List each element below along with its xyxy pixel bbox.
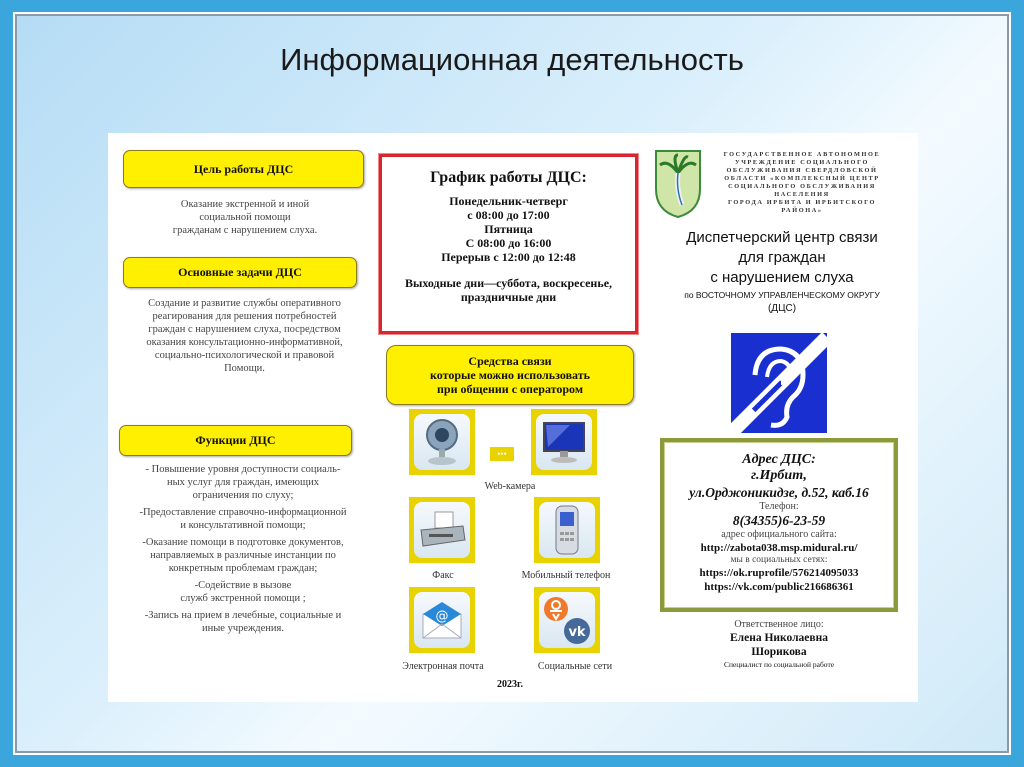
functions-list	[112, 463, 374, 639]
line: РАЙОНА»	[781, 207, 823, 214]
address-city: г.Ирбит,	[751, 468, 807, 483]
line: УЧРЕЖДЕНИЕ СОЦИАЛЬНОГО	[734, 159, 869, 166]
function-item: -Предоставление справочно-информационной и консультативной помощи;	[139, 507, 347, 531]
line: Перерыв с 12:00 до 12:48	[441, 250, 576, 264]
schedule-title: График работы ДЦС:	[430, 169, 587, 186]
line: социально-психологической и правовой	[154, 350, 335, 361]
monitor-icon	[531, 409, 597, 475]
line: Понедельник-четверг	[449, 194, 568, 208]
center-abbr: (ДЦС)	[767, 303, 797, 314]
site-link[interactable]: http://zabota038.msp.midural.ru/	[700, 542, 858, 554]
center-subtitle: по ВОСТОЧНОМУ УПРАВЛЕНЧЕСКОМУ ОКРУГУ	[684, 290, 880, 300]
svg-text:@: @	[435, 609, 449, 624]
mobile-label: Мобильный телефон	[521, 570, 611, 581]
line: Пятница	[484, 222, 533, 236]
line: при общении с оператором	[437, 382, 583, 396]
line: НАСЕЛЕНИЯ	[774, 191, 830, 198]
line: С 08:00 до 16:00	[465, 236, 552, 250]
vk-link[interactable]: https://vk.com/public216686361	[704, 581, 854, 593]
webcam-label: Web-камера	[484, 481, 536, 492]
goal-header: Цель работы ДЦС	[123, 150, 364, 188]
phone-number: 8(34355)6-23-59	[732, 513, 826, 528]
line: ОБЛАСТИ «КОМПЛЕКСНЫЙ ЦЕНТР	[724, 175, 880, 182]
phone-label: Телефон:	[759, 501, 799, 512]
fax-label: Факс	[432, 570, 454, 581]
center-title	[662, 228, 902, 316]
line: оказания консультационно-информативной,	[146, 337, 343, 348]
line: праздничные дни	[460, 290, 557, 304]
address-title: Адрес ДЦС:	[742, 452, 816, 467]
organization-emblem	[654, 149, 702, 219]
function-item: -Запись на прием в лечебные, социальные и иные учреждения.	[144, 610, 342, 634]
slide-title: Информационная деятельность	[280, 42, 744, 77]
address-box	[660, 438, 898, 612]
line: ГОСУДАРСТВЕННОЕ АВТОНОМНОЕ	[723, 151, 881, 158]
line: ГОРОДА ИРБИТА И ИРБИТСКОГО	[727, 199, 877, 206]
line: СОЦИАЛЬНОГО ОБСЛУЖИВАНИЯ	[728, 183, 876, 190]
webcam-icon	[409, 409, 475, 475]
line: реагирования для решения потребностей	[152, 311, 337, 322]
means-header	[386, 345, 634, 405]
mobile-phone-icon	[534, 497, 600, 563]
social-label: Социальные сети	[537, 661, 613, 672]
line: с нарушением слуха	[710, 269, 854, 286]
dots-connector: •••	[490, 447, 514, 461]
line: Средства связи	[468, 354, 552, 368]
site-label: адрес официального сайта:	[721, 529, 837, 540]
function-item: -Содействие в вызове служб экстренной помощи ;	[180, 580, 306, 604]
social-networks-icon	[534, 587, 600, 653]
line: ОБСЛУЖИВАНИЯ СВЕРДЛОВСКОЙ	[726, 167, 878, 174]
contact-surname: Шорикова	[751, 646, 807, 658]
line: граждан с нарушением слуха, посредством	[148, 324, 341, 335]
email-icon	[409, 587, 475, 653]
contact-name: Елена Николаевна	[729, 632, 828, 644]
tasks-header: Основные задачи ДЦС	[123, 257, 357, 288]
line: Оказание экстренной и иной	[180, 199, 310, 210]
line: Создание и развитие службы оперативного	[148, 298, 341, 309]
hearing-impaired-sign-icon	[731, 333, 827, 433]
line: Помощи.	[224, 363, 265, 374]
email-label: Электронная почта	[402, 661, 484, 672]
function-item: - Повышение уровня доступности социаль- ных услуг для граждан, имеющих ограничения по слуху;	[145, 464, 341, 501]
address-street: ул.Орджоникидзе, д.52, каб.16	[689, 485, 869, 500]
contact-label: Ответственное лицо:	[734, 619, 824, 630]
line: которые можно использовать	[430, 368, 590, 382]
fax-icon	[409, 497, 475, 563]
schedule-box	[379, 154, 638, 334]
line: гражданам с нарушением слуха.	[172, 225, 318, 236]
social-label: мы в социальных сетях:	[730, 555, 828, 565]
line: Выходные дни—суббота, воскресенье,	[404, 276, 613, 290]
line: для граждан	[738, 249, 826, 266]
contact-person	[660, 618, 898, 670]
line: с 08:00 до 17:00	[467, 208, 550, 222]
svg-text:vk: vk	[568, 625, 586, 640]
functions-header: Функции ДЦС	[119, 425, 352, 456]
goal-text	[115, 198, 375, 237]
line: Диспетчерский центр связи	[686, 229, 878, 246]
line: социальной помощи	[199, 212, 291, 223]
contact-position: Специалист по социальной работе	[723, 660, 835, 669]
tasks-text	[112, 297, 377, 375]
function-item: -Оказание помощи в подготовке документов, направляемых в различные инстанции по конкретным проблемам граждан;	[142, 537, 344, 574]
ok-link[interactable]: https://ok.ruprofile/576214095033	[699, 567, 859, 579]
year-label: 2023г.	[497, 679, 523, 690]
organization-name	[707, 151, 897, 215]
